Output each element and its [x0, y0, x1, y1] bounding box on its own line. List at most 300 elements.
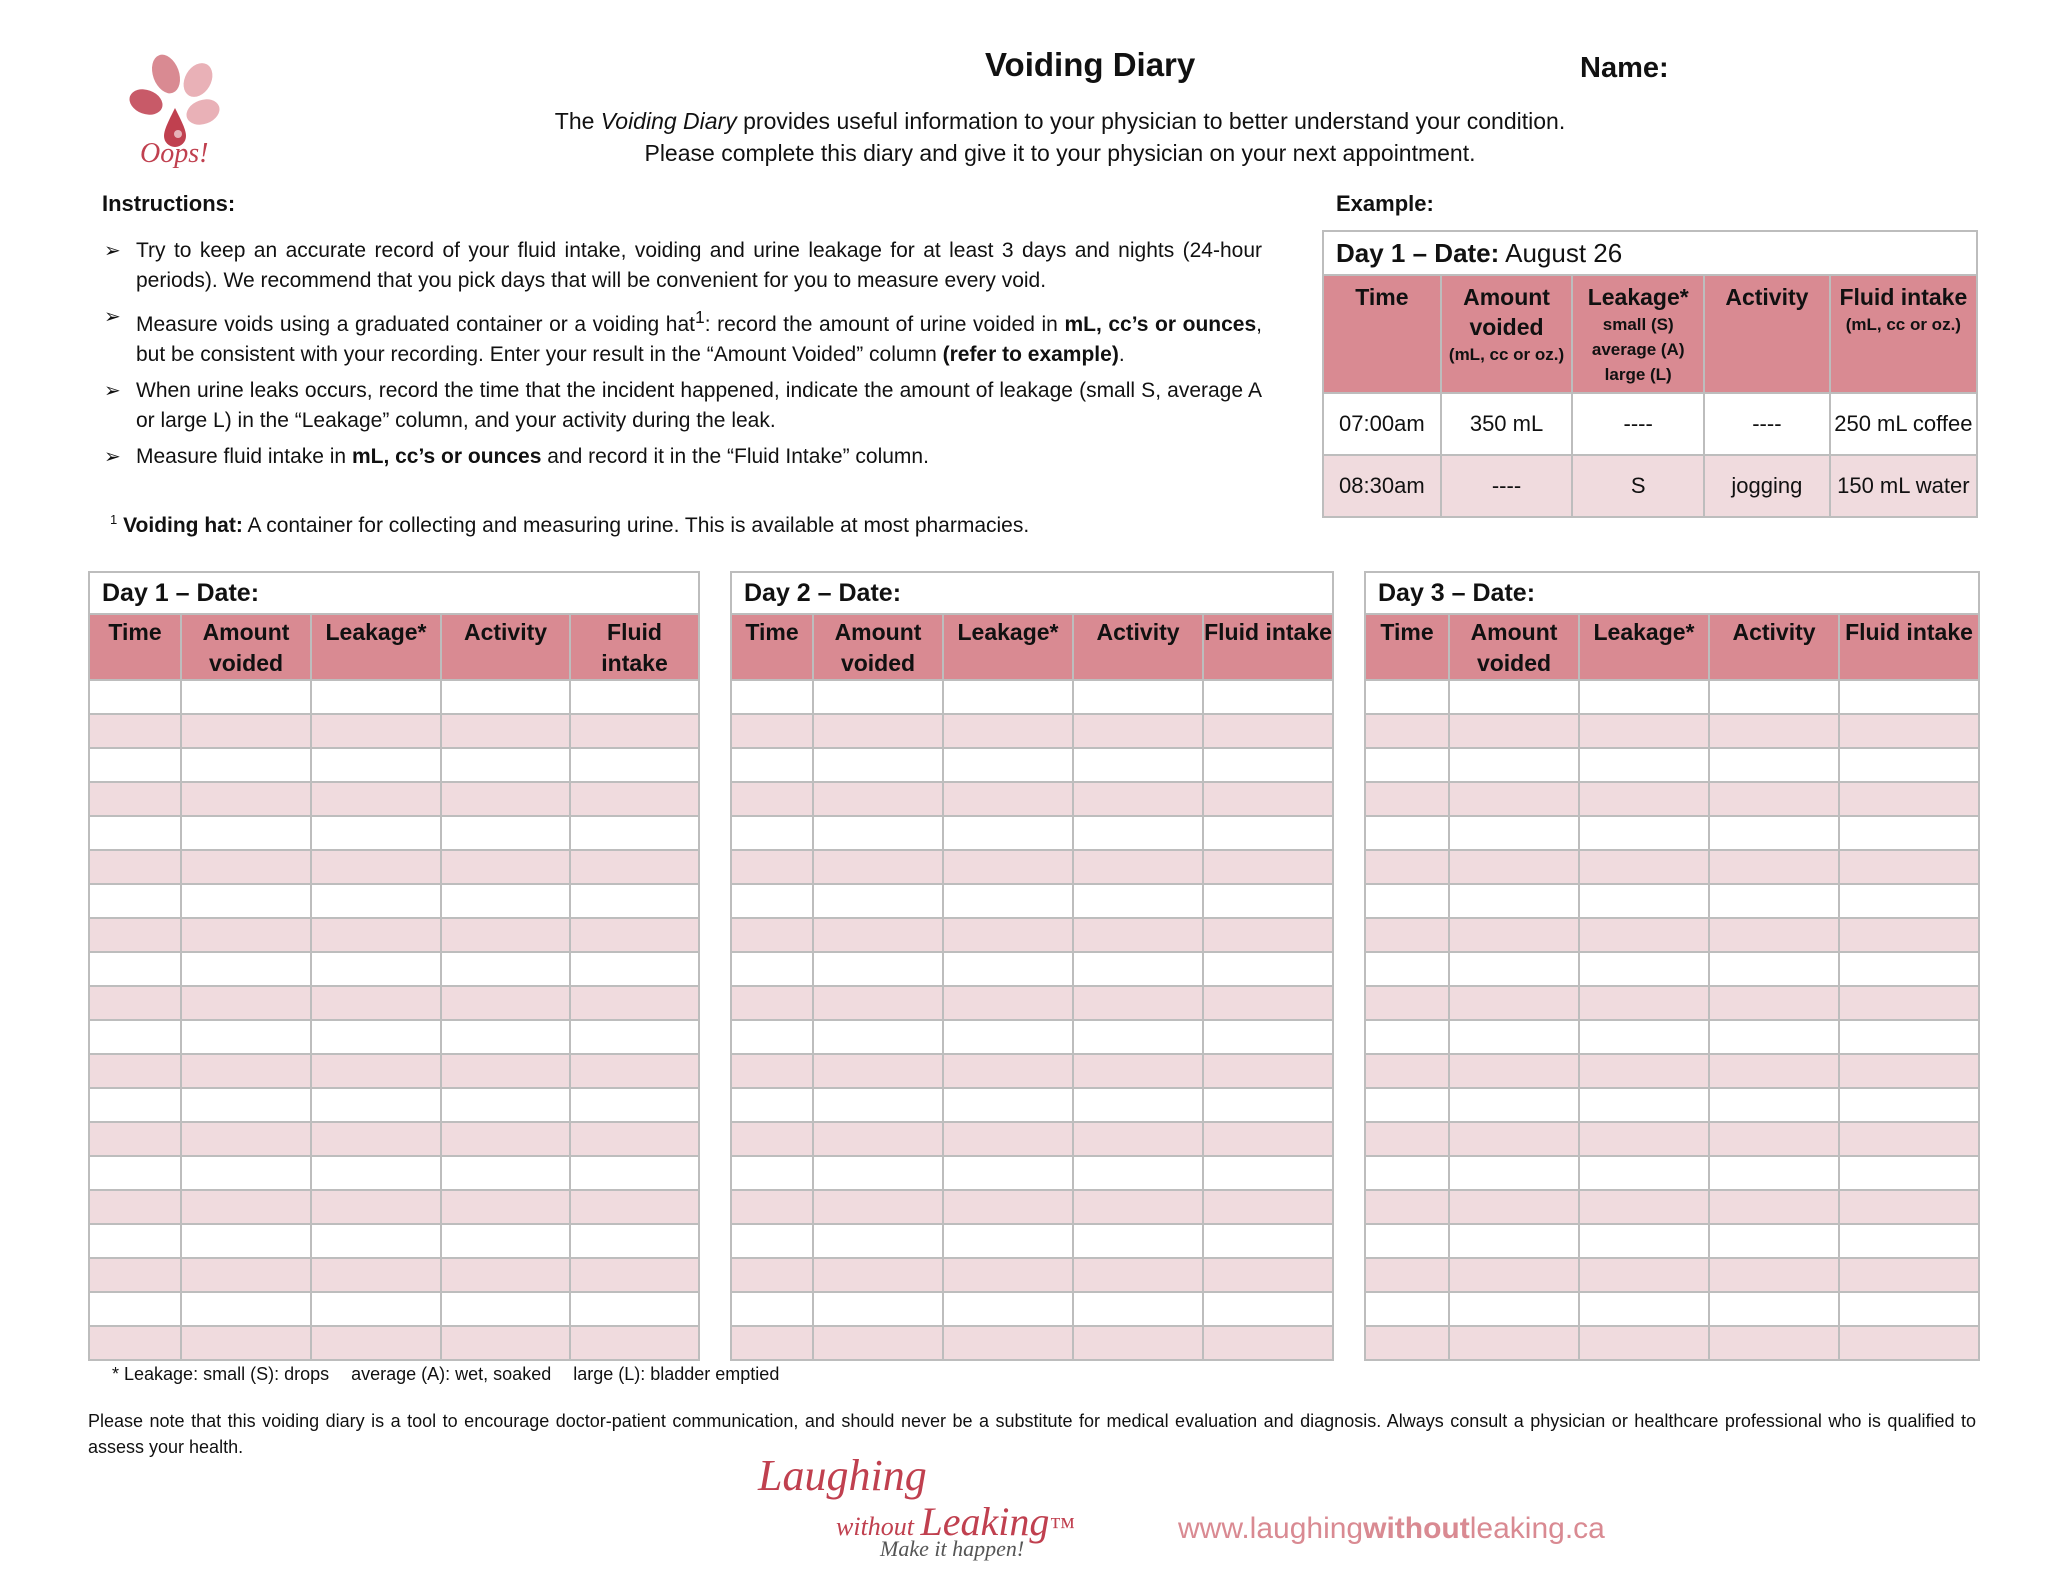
entry-cell[interactable] — [441, 782, 570, 816]
entry-cell[interactable] — [181, 1088, 311, 1122]
entry-cell[interactable] — [1839, 748, 1979, 782]
entry-cell[interactable] — [943, 884, 1073, 918]
entry-cell[interactable] — [1365, 1258, 1449, 1292]
entry-cell[interactable] — [943, 1088, 1073, 1122]
entry-cell[interactable] — [441, 1224, 570, 1258]
entry-cell[interactable] — [89, 680, 181, 714]
entry-cell[interactable] — [1709, 952, 1839, 986]
entry-cell[interactable] — [1203, 1054, 1333, 1088]
entry-cell[interactable] — [1365, 748, 1449, 782]
entry-cell[interactable] — [943, 1156, 1073, 1190]
entry-cell[interactable] — [311, 986, 441, 1020]
entry-cell[interactable] — [813, 748, 943, 782]
entry-cell[interactable] — [1579, 748, 1709, 782]
entry-cell[interactable] — [1709, 680, 1839, 714]
entry-cell[interactable] — [1203, 884, 1333, 918]
entry-cell[interactable] — [1839, 850, 1979, 884]
entry-cell[interactable] — [570, 850, 699, 884]
entry-cell[interactable] — [1073, 884, 1203, 918]
entry-cell[interactable] — [1449, 1258, 1579, 1292]
entry-cell[interactable] — [1449, 918, 1579, 952]
entry-cell[interactable] — [441, 952, 570, 986]
entry-cell[interactable] — [1073, 1190, 1203, 1224]
entry-cell[interactable] — [731, 1054, 813, 1088]
entry-cell[interactable] — [1709, 1224, 1839, 1258]
entry-cell[interactable] — [441, 1020, 570, 1054]
entry-cell[interactable] — [1839, 816, 1979, 850]
entry-cell[interactable] — [570, 884, 699, 918]
entry-cell[interactable] — [1839, 1020, 1979, 1054]
entry-cell[interactable] — [1365, 1292, 1449, 1326]
entry-cell[interactable] — [731, 714, 813, 748]
entry-cell[interactable] — [1449, 952, 1579, 986]
entry-cell[interactable] — [731, 1292, 813, 1326]
entry-cell[interactable] — [441, 816, 570, 850]
entry-cell[interactable] — [1839, 1054, 1979, 1088]
entry-cell[interactable] — [1449, 748, 1579, 782]
entry-cell[interactable] — [1449, 782, 1579, 816]
entry-cell[interactable] — [181, 1156, 311, 1190]
entry-cell[interactable] — [1449, 850, 1579, 884]
entry-cell[interactable] — [1365, 884, 1449, 918]
entry-cell[interactable] — [1449, 1292, 1579, 1326]
entry-cell[interactable] — [89, 816, 181, 850]
entry-cell[interactable] — [943, 1122, 1073, 1156]
entry-cell[interactable] — [89, 850, 181, 884]
entry-cell[interactable] — [441, 850, 570, 884]
entry-cell[interactable] — [1365, 1156, 1449, 1190]
entry-cell[interactable] — [311, 1054, 441, 1088]
entry-cell[interactable] — [1839, 680, 1979, 714]
entry-cell[interactable] — [1365, 782, 1449, 816]
entry-cell[interactable] — [1839, 1122, 1979, 1156]
entry-cell[interactable] — [1709, 1326, 1839, 1360]
entry-cell[interactable] — [1839, 1258, 1979, 1292]
entry-cell[interactable] — [89, 1292, 181, 1326]
entry-cell[interactable] — [1449, 714, 1579, 748]
entry-cell[interactable] — [1203, 952, 1333, 986]
entry-cell[interactable] — [441, 1088, 570, 1122]
entry-cell[interactable] — [943, 680, 1073, 714]
entry-cell[interactable] — [1365, 816, 1449, 850]
entry-cell[interactable] — [1579, 884, 1709, 918]
entry-cell[interactable] — [311, 884, 441, 918]
entry-cell[interactable] — [570, 1088, 699, 1122]
entry-cell[interactable] — [1579, 1190, 1709, 1224]
entry-cell[interactable] — [441, 1190, 570, 1224]
entry-cell[interactable] — [813, 952, 943, 986]
entry-cell[interactable] — [1203, 918, 1333, 952]
entry-cell[interactable] — [181, 1190, 311, 1224]
entry-cell[interactable] — [731, 1224, 813, 1258]
entry-cell[interactable] — [731, 1088, 813, 1122]
entry-cell[interactable] — [89, 1020, 181, 1054]
entry-cell[interactable] — [181, 918, 311, 952]
entry-cell[interactable] — [89, 1190, 181, 1224]
entry-cell[interactable] — [1709, 1190, 1839, 1224]
entry-cell[interactable] — [1709, 714, 1839, 748]
entry-cell[interactable] — [1365, 714, 1449, 748]
entry-cell[interactable] — [1365, 952, 1449, 986]
entry-cell[interactable] — [570, 1326, 699, 1360]
entry-cell[interactable] — [181, 714, 311, 748]
entry-cell[interactable] — [311, 1122, 441, 1156]
entry-cell[interactable] — [1579, 1156, 1709, 1190]
entry-cell[interactable] — [181, 1326, 311, 1360]
entry-cell[interactable] — [1203, 1122, 1333, 1156]
entry-cell[interactable] — [1579, 952, 1709, 986]
entry-cell[interactable] — [89, 1326, 181, 1360]
entry-cell[interactable] — [1579, 1054, 1709, 1088]
entry-cell[interactable] — [89, 1054, 181, 1088]
entry-cell[interactable] — [1839, 1156, 1979, 1190]
entry-cell[interactable] — [1073, 1292, 1203, 1326]
entry-cell[interactable] — [441, 986, 570, 1020]
entry-cell[interactable] — [441, 1054, 570, 1088]
entry-cell[interactable] — [311, 918, 441, 952]
entry-cell[interactable] — [89, 918, 181, 952]
entry-cell[interactable] — [441, 1156, 570, 1190]
entry-cell[interactable] — [311, 816, 441, 850]
entry-cell[interactable] — [1449, 1054, 1579, 1088]
entry-cell[interactable] — [813, 1122, 943, 1156]
entry-cell[interactable] — [1203, 850, 1333, 884]
entry-cell[interactable] — [311, 952, 441, 986]
entry-cell[interactable] — [1073, 680, 1203, 714]
entry-cell[interactable] — [943, 1224, 1073, 1258]
entry-cell[interactable] — [181, 952, 311, 986]
entry-cell[interactable] — [731, 1190, 813, 1224]
entry-cell[interactable] — [89, 1156, 181, 1190]
entry-cell[interactable] — [441, 1292, 570, 1326]
entry-cell[interactable] — [181, 986, 311, 1020]
entry-cell[interactable] — [1365, 1326, 1449, 1360]
entry-cell[interactable] — [1709, 1088, 1839, 1122]
entry-cell[interactable] — [1449, 1224, 1579, 1258]
entry-cell[interactable] — [731, 1020, 813, 1054]
entry-cell[interactable] — [1449, 1156, 1579, 1190]
entry-cell[interactable] — [813, 884, 943, 918]
entry-cell[interactable] — [1709, 1054, 1839, 1088]
entry-cell[interactable] — [441, 748, 570, 782]
entry-cell[interactable] — [311, 782, 441, 816]
entry-cell[interactable] — [943, 1292, 1073, 1326]
entry-cell[interactable] — [1203, 1156, 1333, 1190]
entry-cell[interactable] — [1709, 884, 1839, 918]
entry-cell[interactable] — [1203, 1292, 1333, 1326]
entry-cell[interactable] — [1203, 748, 1333, 782]
entry-cell[interactable] — [1073, 1020, 1203, 1054]
entry-cell[interactable] — [1709, 1156, 1839, 1190]
entry-cell[interactable] — [1449, 986, 1579, 1020]
entry-cell[interactable] — [570, 816, 699, 850]
entry-cell[interactable] — [570, 952, 699, 986]
entry-cell[interactable] — [1449, 884, 1579, 918]
entry-cell[interactable] — [1073, 1326, 1203, 1360]
entry-cell[interactable] — [1579, 782, 1709, 816]
entry-cell[interactable] — [181, 782, 311, 816]
entry-cell[interactable] — [181, 1292, 311, 1326]
entry-cell[interactable] — [181, 1258, 311, 1292]
entry-cell[interactable] — [570, 1054, 699, 1088]
entry-cell[interactable] — [813, 1190, 943, 1224]
entry-cell[interactable] — [311, 1190, 441, 1224]
entry-cell[interactable] — [731, 1156, 813, 1190]
entry-cell[interactable] — [181, 680, 311, 714]
entry-cell[interactable] — [1579, 1088, 1709, 1122]
entry-cell[interactable] — [441, 1258, 570, 1292]
entry-cell[interactable] — [1073, 986, 1203, 1020]
entry-cell[interactable] — [570, 918, 699, 952]
entry-cell[interactable] — [1365, 850, 1449, 884]
entry-cell[interactable] — [813, 1156, 943, 1190]
entry-cell[interactable] — [1203, 1326, 1333, 1360]
entry-cell[interactable] — [1579, 714, 1709, 748]
entry-cell[interactable] — [570, 680, 699, 714]
entry-cell[interactable] — [1449, 1020, 1579, 1054]
entry-cell[interactable] — [1839, 884, 1979, 918]
entry-cell[interactable] — [1449, 1088, 1579, 1122]
entry-cell[interactable] — [813, 782, 943, 816]
entry-cell[interactable] — [1579, 1326, 1709, 1360]
entry-cell[interactable] — [1709, 918, 1839, 952]
entry-cell[interactable] — [731, 782, 813, 816]
entry-cell[interactable] — [181, 884, 311, 918]
entry-cell[interactable] — [311, 1020, 441, 1054]
entry-cell[interactable] — [731, 986, 813, 1020]
entry-cell[interactable] — [570, 1258, 699, 1292]
entry-cell[interactable] — [731, 748, 813, 782]
entry-cell[interactable] — [1073, 1122, 1203, 1156]
entry-cell[interactable] — [1839, 1190, 1979, 1224]
entry-cell[interactable] — [1073, 748, 1203, 782]
entry-cell[interactable] — [1839, 986, 1979, 1020]
entry-cell[interactable] — [1073, 782, 1203, 816]
entry-cell[interactable] — [943, 748, 1073, 782]
entry-cell[interactable] — [1449, 680, 1579, 714]
entry-cell[interactable] — [1073, 918, 1203, 952]
entry-cell[interactable] — [89, 884, 181, 918]
entry-cell[interactable] — [181, 1054, 311, 1088]
entry-cell[interactable] — [1203, 1224, 1333, 1258]
entry-cell[interactable] — [89, 1258, 181, 1292]
entry-cell[interactable] — [311, 748, 441, 782]
entry-cell[interactable] — [813, 714, 943, 748]
entry-cell[interactable] — [1365, 1190, 1449, 1224]
entry-cell[interactable] — [181, 748, 311, 782]
entry-cell[interactable] — [441, 1326, 570, 1360]
entry-cell[interactable] — [570, 1190, 699, 1224]
entry-cell[interactable] — [1579, 1292, 1709, 1326]
entry-cell[interactable] — [943, 816, 1073, 850]
entry-cell[interactable] — [1839, 782, 1979, 816]
entry-cell[interactable] — [943, 1190, 1073, 1224]
entry-cell[interactable] — [943, 952, 1073, 986]
entry-cell[interactable] — [311, 714, 441, 748]
entry-cell[interactable] — [813, 1224, 943, 1258]
entry-cell[interactable] — [1365, 1122, 1449, 1156]
entry-cell[interactable] — [1073, 816, 1203, 850]
entry-cell[interactable] — [311, 1156, 441, 1190]
entry-cell[interactable] — [441, 1122, 570, 1156]
entry-cell[interactable] — [89, 748, 181, 782]
entry-cell[interactable] — [1073, 1224, 1203, 1258]
entry-cell[interactable] — [1839, 1224, 1979, 1258]
entry-cell[interactable] — [1365, 1088, 1449, 1122]
entry-cell[interactable] — [1579, 1224, 1709, 1258]
entry-cell[interactable] — [311, 1258, 441, 1292]
entry-cell[interactable] — [943, 918, 1073, 952]
entry-cell[interactable] — [1073, 714, 1203, 748]
entry-cell[interactable] — [1709, 1020, 1839, 1054]
entry-cell[interactable] — [311, 680, 441, 714]
entry-cell[interactable] — [1709, 816, 1839, 850]
entry-cell[interactable] — [813, 1054, 943, 1088]
entry-cell[interactable] — [813, 850, 943, 884]
entry-cell[interactable] — [570, 1224, 699, 1258]
entry-cell[interactable] — [1203, 1088, 1333, 1122]
entry-cell[interactable] — [1709, 1292, 1839, 1326]
entry-cell[interactable] — [731, 1326, 813, 1360]
entry-cell[interactable] — [813, 918, 943, 952]
entry-cell[interactable] — [731, 952, 813, 986]
entry-cell[interactable] — [1073, 1088, 1203, 1122]
entry-cell[interactable] — [813, 1292, 943, 1326]
entry-cell[interactable] — [89, 1088, 181, 1122]
entry-cell[interactable] — [1073, 1156, 1203, 1190]
entry-cell[interactable] — [570, 1122, 699, 1156]
entry-cell[interactable] — [570, 748, 699, 782]
entry-cell[interactable] — [1365, 1054, 1449, 1088]
entry-cell[interactable] — [311, 1088, 441, 1122]
entry-cell[interactable] — [89, 1122, 181, 1156]
entry-cell[interactable] — [1709, 1258, 1839, 1292]
entry-cell[interactable] — [943, 1326, 1073, 1360]
entry-cell[interactable] — [89, 782, 181, 816]
entry-cell[interactable] — [731, 1122, 813, 1156]
entry-cell[interactable] — [311, 1326, 441, 1360]
entry-cell[interactable] — [1449, 1190, 1579, 1224]
entry-cell[interactable] — [731, 1258, 813, 1292]
entry-cell[interactable] — [570, 1156, 699, 1190]
entry-cell[interactable] — [1709, 850, 1839, 884]
entry-cell[interactable] — [1839, 1326, 1979, 1360]
entry-cell[interactable] — [570, 1020, 699, 1054]
entry-cell[interactable] — [1203, 714, 1333, 748]
entry-cell[interactable] — [1579, 1122, 1709, 1156]
entry-cell[interactable] — [731, 850, 813, 884]
entry-cell[interactable] — [1579, 1020, 1709, 1054]
entry-cell[interactable] — [1579, 986, 1709, 1020]
entry-cell[interactable] — [1073, 952, 1203, 986]
entry-cell[interactable] — [311, 850, 441, 884]
entry-cell[interactable] — [1709, 748, 1839, 782]
entry-cell[interactable] — [1365, 1020, 1449, 1054]
entry-cell[interactable] — [89, 952, 181, 986]
entry-cell[interactable] — [1709, 1122, 1839, 1156]
entry-cell[interactable] — [943, 986, 1073, 1020]
entry-cell[interactable] — [813, 986, 943, 1020]
entry-cell[interactable] — [181, 850, 311, 884]
entry-cell[interactable] — [1839, 952, 1979, 986]
entry-cell[interactable] — [1073, 1258, 1203, 1292]
entry-cell[interactable] — [943, 782, 1073, 816]
entry-cell[interactable] — [441, 680, 570, 714]
entry-cell[interactable] — [570, 782, 699, 816]
entry-cell[interactable] — [943, 1258, 1073, 1292]
entry-cell[interactable] — [1579, 1258, 1709, 1292]
entry-cell[interactable] — [181, 1224, 311, 1258]
entry-cell[interactable] — [813, 1088, 943, 1122]
entry-cell[interactable] — [1449, 1122, 1579, 1156]
entry-cell[interactable] — [813, 1020, 943, 1054]
entry-cell[interactable] — [311, 1224, 441, 1258]
entry-cell[interactable] — [1579, 918, 1709, 952]
entry-cell[interactable] — [1203, 1258, 1333, 1292]
entry-cell[interactable] — [1073, 850, 1203, 884]
entry-cell[interactable] — [1579, 816, 1709, 850]
entry-cell[interactable] — [570, 1292, 699, 1326]
entry-cell[interactable] — [1203, 782, 1333, 816]
entry-cell[interactable] — [1449, 1326, 1579, 1360]
entry-cell[interactable] — [1839, 1088, 1979, 1122]
entry-cell[interactable] — [1203, 680, 1333, 714]
entry-cell[interactable] — [943, 714, 1073, 748]
entry-cell[interactable] — [813, 1326, 943, 1360]
entry-cell[interactable] — [943, 1020, 1073, 1054]
entry-cell[interactable] — [89, 986, 181, 1020]
entry-cell[interactable] — [1709, 986, 1839, 1020]
entry-cell[interactable] — [1579, 850, 1709, 884]
entry-cell[interactable] — [311, 1292, 441, 1326]
entry-cell[interactable] — [943, 1054, 1073, 1088]
entry-cell[interactable] — [1365, 986, 1449, 1020]
entry-cell[interactable] — [1203, 816, 1333, 850]
entry-cell[interactable] — [181, 1020, 311, 1054]
entry-cell[interactable] — [813, 1258, 943, 1292]
entry-cell[interactable] — [1073, 1054, 1203, 1088]
entry-cell[interactable] — [1449, 816, 1579, 850]
entry-cell[interactable] — [89, 1224, 181, 1258]
entry-cell[interactable] — [441, 884, 570, 918]
entry-cell[interactable] — [89, 714, 181, 748]
entry-cell[interactable] — [181, 1122, 311, 1156]
entry-cell[interactable] — [731, 816, 813, 850]
entry-cell[interactable] — [570, 986, 699, 1020]
entry-cell[interactable] — [1709, 782, 1839, 816]
entry-cell[interactable] — [1365, 1224, 1449, 1258]
entry-cell[interactable] — [813, 816, 943, 850]
entry-cell[interactable] — [731, 918, 813, 952]
entry-cell[interactable] — [731, 884, 813, 918]
entry-cell[interactable] — [1839, 1292, 1979, 1326]
entry-cell[interactable] — [1203, 1020, 1333, 1054]
entry-cell[interactable] — [1203, 986, 1333, 1020]
entry-cell[interactable] — [181, 816, 311, 850]
entry-cell[interactable] — [570, 714, 699, 748]
entry-cell[interactable] — [1365, 918, 1449, 952]
entry-cell[interactable] — [1839, 714, 1979, 748]
entry-cell[interactable] — [1839, 918, 1979, 952]
entry-cell[interactable] — [731, 680, 813, 714]
entry-cell[interactable] — [1203, 1190, 1333, 1224]
entry-cell[interactable] — [1579, 680, 1709, 714]
entry-cell[interactable] — [441, 918, 570, 952]
entry-cell[interactable] — [1365, 680, 1449, 714]
entry-cell[interactable] — [813, 680, 943, 714]
entry-cell[interactable] — [943, 850, 1073, 884]
entry-cell[interactable] — [441, 714, 570, 748]
